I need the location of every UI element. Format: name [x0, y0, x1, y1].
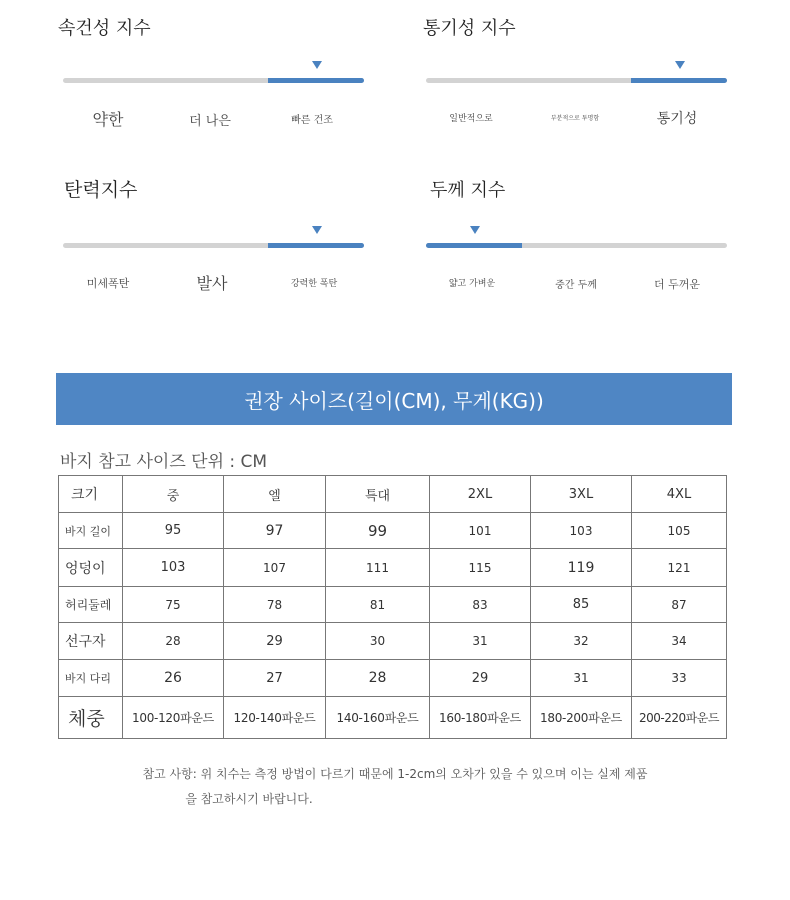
level-label-high: 통기성: [656, 111, 698, 127]
table-cell: 140-160파운드: [326, 697, 430, 739]
table-cell: 29: [224, 623, 326, 660]
table-row: [59, 513, 727, 549]
table-caption: 바지 참고 사이즈 단위 : CM: [60, 452, 268, 472]
table-cell: 32: [531, 623, 632, 660]
level-label-low: 약한: [92, 110, 124, 129]
level-fill: [426, 243, 522, 248]
table-cell: 78: [224, 587, 326, 623]
table-cell: 100-120파운드: [123, 697, 224, 739]
header-cell: 2XL: [430, 476, 531, 513]
level-label-high: 강력한 폭탄: [290, 279, 338, 289]
index-title: 속건성 지수: [58, 18, 151, 39]
table-cell: 180-200파운드: [531, 697, 632, 739]
level-fill: [268, 78, 364, 83]
table-cell: 200-220파운드: [632, 697, 727, 739]
level-label-low: 얇고 가벼운: [448, 279, 496, 289]
table-cell: 30: [326, 623, 430, 660]
table-cell: 29: [430, 660, 531, 697]
header-cell: 4XL: [632, 476, 727, 513]
level-track: [426, 78, 727, 83]
level-track: [426, 243, 727, 248]
table-cell: 119: [531, 549, 632, 587]
index-title: 두께 지수: [430, 180, 506, 201]
row-label: 바지 다리: [59, 660, 123, 697]
table-cell: 83: [430, 587, 531, 623]
table-cell: 103: [123, 549, 224, 587]
table-row: [59, 587, 727, 623]
table-cell: 115: [430, 549, 531, 587]
level-label-high: 더 두꺼운: [653, 278, 701, 291]
size-banner: 권장 사이즈(길이(CM), 무게(KG)): [56, 373, 732, 425]
table-cell: 33: [632, 660, 727, 697]
table-cell: 81: [326, 587, 430, 623]
table-cell: 101: [430, 513, 531, 549]
level-marker: [312, 226, 322, 234]
table-cell: 87: [632, 587, 727, 623]
table-cell: 111: [326, 549, 430, 587]
table-cell: 31: [430, 623, 531, 660]
table-header-row: [59, 476, 727, 513]
table-cell: 121: [632, 549, 727, 587]
index-title: 탄력지수: [64, 179, 138, 201]
level-label-low: 미세폭탄: [86, 277, 130, 290]
level-label-high: 빠른 건조: [291, 115, 333, 126]
table-cell: 27: [224, 660, 326, 697]
table-cell: 97: [224, 513, 326, 549]
level-fill: [631, 78, 727, 83]
header-cell: 중: [123, 476, 224, 513]
note-line-2: 을 참고하시기 바랍니다.: [185, 792, 313, 806]
header-cell: 크기: [59, 476, 123, 513]
row-label: 허리둘레: [59, 587, 123, 623]
row-label: 선구자: [59, 623, 123, 660]
note-line-1: 참고 사항: 위 치수는 측정 방법이 다르기 때문에 1-2cm의 오차가 있을 수 있으며 이는 실제 제품: [142, 767, 648, 781]
table-cell: 26: [123, 660, 224, 697]
level-track: [63, 78, 364, 83]
level-label-mid: 발사: [196, 274, 228, 293]
level-marker: [470, 226, 480, 234]
header-cell: 특대: [326, 476, 430, 513]
row-label: 체중: [59, 697, 123, 739]
table-row: [59, 697, 727, 739]
table-cell: 95: [123, 513, 224, 549]
header-cell: 엘: [224, 476, 326, 513]
table-row: [59, 549, 727, 587]
table-cell: 120-140파운드: [224, 697, 326, 739]
table-cell: 31: [531, 660, 632, 697]
table-cell: 103: [531, 513, 632, 549]
level-fill: [268, 243, 364, 248]
level-label-low: 일반적으로: [449, 114, 493, 124]
level-label-mid: 부분적으로 투명함: [550, 115, 600, 122]
table-cell: 99: [326, 513, 430, 549]
table-cell: 75: [123, 587, 224, 623]
table-row: [59, 623, 727, 660]
level-track: [63, 243, 364, 248]
table-row: [59, 660, 727, 697]
table-cell: 107: [224, 549, 326, 587]
table-cell: 34: [632, 623, 727, 660]
table-cell: 105: [632, 513, 727, 549]
index-title: 통기성 지수: [423, 18, 516, 39]
size-table: [58, 475, 727, 739]
row-label: 엉덩이: [59, 549, 123, 587]
level-marker: [312, 61, 322, 69]
table-cell: 85: [531, 587, 632, 623]
level-marker: [675, 61, 685, 69]
level-label-mid: 더 나은: [189, 114, 231, 129]
header-cell: 3XL: [531, 476, 632, 513]
table-cell: 28: [123, 623, 224, 660]
table-cell: 160-180파운드: [430, 697, 531, 739]
level-label-mid: 중간 두께: [555, 280, 597, 291]
row-label: 바지 길이: [59, 513, 123, 549]
table-cell: 28: [326, 660, 430, 697]
